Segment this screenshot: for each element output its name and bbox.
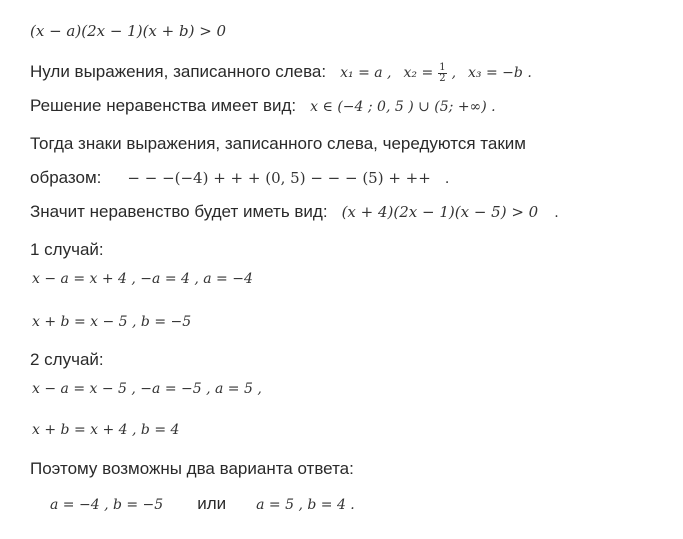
solution-label: Решение неравенства имеет вид:: [30, 96, 297, 115]
signs-label: образом:: [30, 168, 102, 187]
signs-dot: .: [444, 171, 450, 187]
zeros-line: [30, 62, 532, 84]
zero-x2-fraction: [438, 63, 446, 84]
zero-x3: x₃ = −b .: [468, 65, 532, 81]
case2-equation-1: x − a = x − 5 , −a = −5 , a = 5 ,: [32, 381, 262, 397]
problem-inequality: (x − a)(2x − 1)(x + b) > 0: [30, 22, 227, 40]
signs-intro: Тогда знаки выражения, записанного слева, чередуются таким: [30, 134, 526, 153]
case1-title: 1 случай:: [30, 240, 104, 259]
answer-variant-2: a = 5 , b = 4 .: [256, 497, 355, 513]
answer-or: или: [197, 494, 227, 513]
final-form-formula: (x + 4)(2x − 1)(x − 5) > 0: [341, 203, 539, 221]
final-form-label: Значит неравенство будет иметь вид:: [30, 202, 328, 221]
solution-formula: x ∈ (−4 ; 0, 5 ) ∪ (5; +∞) .: [310, 99, 496, 115]
answer-label: Поэтому возможны два варианта ответа:: [30, 459, 354, 478]
zero-x2-left: x₂ =: [403, 65, 434, 81]
answer-variant-1: a = −4 , b = −5: [50, 497, 164, 513]
case1-equation-1: x − a = x + 4 , −a = 4 , a = −4: [32, 271, 253, 287]
final-form-dot: .: [554, 205, 559, 221]
solution-line: [30, 96, 496, 116]
case2-title: 2 случай:: [30, 350, 104, 369]
fraction-numerator: 1: [439, 61, 446, 73]
zeros-label: Нули выражения, записанного слева:: [30, 62, 327, 81]
fraction-denominator: 2: [439, 72, 446, 84]
final-form-line: [30, 202, 559, 222]
signs-line: [30, 168, 449, 188]
case2-equation-2: x + b = x + 4 , b = 4: [32, 422, 180, 438]
answer-line: [50, 494, 355, 514]
signs-pattern: − − −(−4) + + + (0, 5) − − − (5) + ++: [127, 169, 431, 187]
zero-x2-comma: ,: [451, 65, 457, 81]
zero-x1: x₁ = a ,: [340, 65, 392, 81]
case1-equation-2: x + b = x − 5 , b = −5: [32, 314, 192, 330]
